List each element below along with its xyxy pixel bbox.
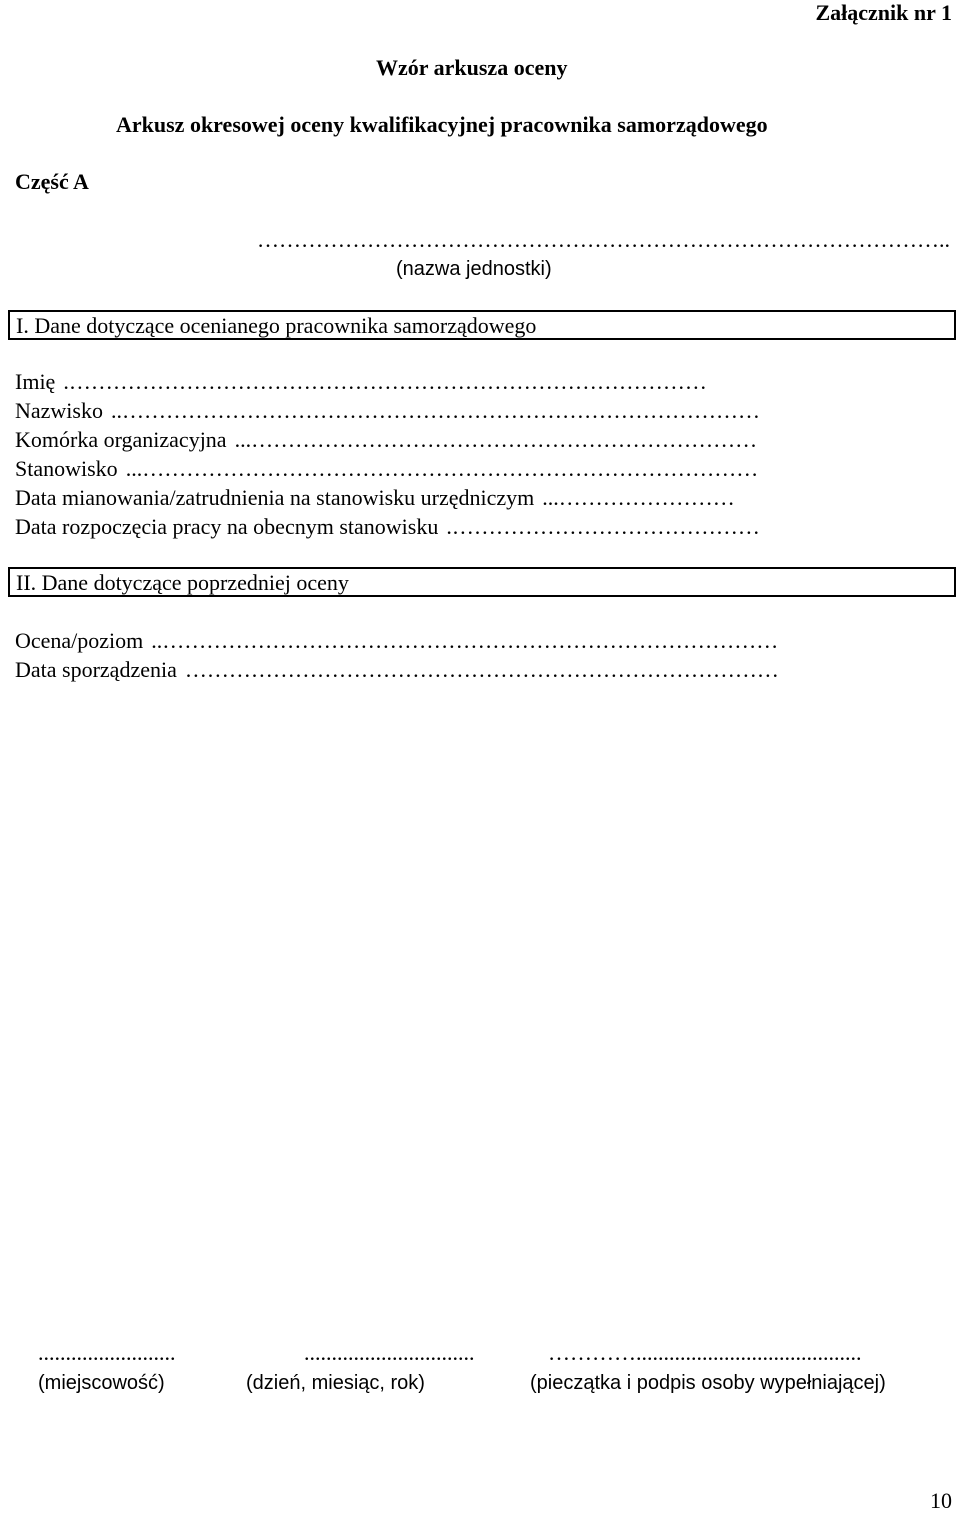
field-label: Data rozpoczęcia pracy na obecnym stanowisku [15,514,439,539]
page-number: 10 [930,1488,952,1513]
unit-name-caption: (nazwa jednostki) [396,258,552,280]
stamp-caption: (pieczątka i podpis osoby wypełniającej) [530,1372,886,1394]
field-position[interactable] [15,456,950,483]
unit-name-dots: ………………………………………………………………………………….. [257,227,950,252]
field-label: Stanowisko [15,456,118,481]
section-2-header [8,567,956,597]
field-org-unit[interactable] [15,427,950,454]
field-label: Nazwisko [15,398,103,423]
field-previous-rating[interactable] [15,628,950,655]
document-subtitle: Arkusz okresowej oceny kwalifikacyjnej pracownika samorządowego [116,112,768,137]
stamp-dots: …………......................................... [548,1340,862,1365]
annex-label: Załącznik nr 1 [815,0,952,25]
field-label: Ocena/poziom [15,628,144,653]
field-dots: ……………………………………. [446,514,760,539]
place-dots: ......................... [38,1340,176,1365]
field-label: Data sporządzenia [15,657,177,682]
section-1-heading: I. Dane dotyczące ocenianego pracownika samorządowego [16,313,537,338]
field-dots: ……………………………………………………………………… [184,657,779,682]
date-caption: (dzień, miesiąc, rok) [246,1372,425,1394]
field-first-name[interactable] [15,369,950,396]
field-dots: …………………………………………………………………………... [125,456,759,481]
field-start-date[interactable] [15,514,950,541]
field-dots: ………………………………………………………………………….. [151,628,779,653]
field-dots: ……………………………………………………………... [234,427,758,452]
field-dots: …………………………………………………………………………….. [110,398,760,423]
part-label: Część A [15,169,89,194]
field-last-name[interactable] [15,398,950,425]
document-title: Wzór arkusza oceny [376,55,568,80]
section-2-heading: II. Dane dotyczące poprzedniej oceny [16,570,349,595]
field-label: Imię [15,369,56,394]
field-appointment-date[interactable] [15,485,950,512]
section-1-header [8,310,956,340]
field-label: Komórka organizacyjna [15,427,227,452]
field-label: Data mianowania/zatrudnienia na stanowisku urzędniczym [15,485,535,510]
date-dots: ............................... [304,1340,475,1365]
place-caption: (miejscowość) [38,1372,165,1394]
field-dots: ……………………... [542,485,735,510]
field-dots: ……………………………………………………………………………. [63,369,707,394]
field-preparation-date[interactable] [15,657,950,684]
